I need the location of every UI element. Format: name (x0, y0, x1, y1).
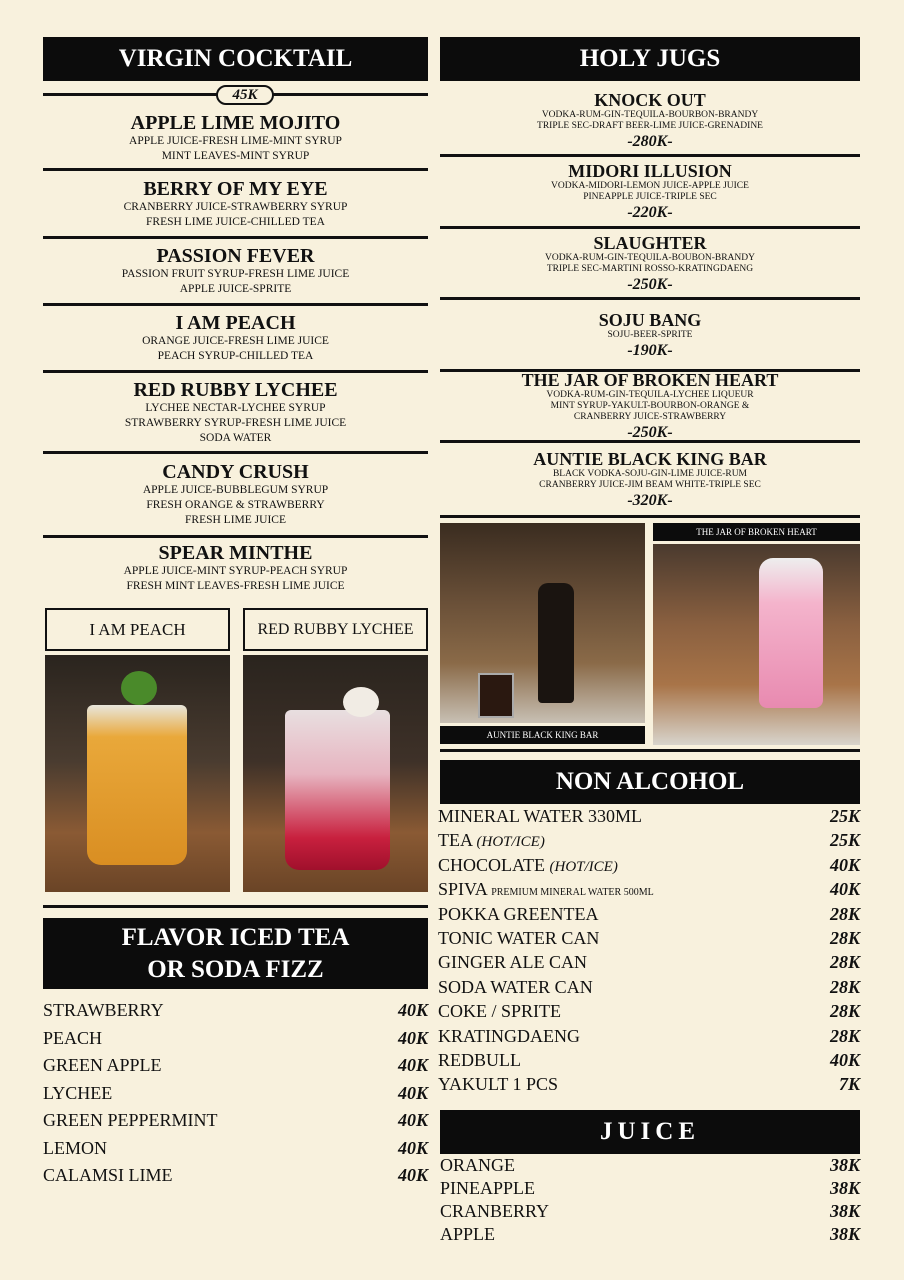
item-price: 40K (397, 1000, 428, 1020)
item-description: TRIPLE SEC-MARTINI ROSSO-KRATINGDAENG (546, 263, 754, 274)
photo-i-am-peach (45, 655, 230, 892)
item-note: PREMIUM MINERAL WATER 500ML (491, 887, 654, 899)
item-label (438, 1026, 580, 1047)
holy-jugs-list (440, 86, 860, 518)
divider (440, 749, 860, 752)
item-name: CHOCOLATE (438, 854, 545, 875)
item-price: 40K (397, 1110, 428, 1130)
item-price: 40K (397, 1137, 428, 1158)
item-description: TRIPLE SEC-DRAFT BEER-LIME JUICE-GRENADINE (537, 120, 763, 131)
item-label (438, 977, 593, 998)
item-price: 38K (829, 1178, 860, 1198)
flavor-item (43, 1028, 428, 1056)
item-price: 40K (397, 1165, 428, 1185)
menu-item (43, 171, 428, 239)
jug-item (440, 157, 860, 229)
item-name: SOJU BANG (598, 309, 702, 330)
item-description: PINEAPPLE JUICE-TRIPLE SEC (583, 192, 717, 202)
flavor-title-line: OR SODA FIZZ (147, 955, 324, 983)
item-label (438, 928, 599, 949)
jug-item (440, 86, 860, 157)
flavor-item (43, 1110, 428, 1138)
item-name: THE JAR OF BROKEN HEART (521, 370, 779, 390)
item-name: GREEN APPLE (43, 1055, 162, 1075)
item-label (438, 1074, 558, 1095)
item-description: FRESH ORANGE & STRAWBERRY (146, 499, 325, 511)
item-name: SODA WATER CAN (438, 976, 593, 997)
menu-item (43, 538, 428, 598)
item-name: TONIC WATER CAN (438, 927, 600, 948)
menu-item (43, 108, 428, 171)
photo-jar-of-broken-heart (653, 544, 860, 745)
item-price: -250K- (627, 424, 673, 441)
item-name: PASSION FEVER (156, 245, 315, 267)
jug-item (440, 372, 860, 443)
item-note: (HOT/ICE) (476, 834, 545, 851)
photo-label: I AM PEACH (45, 608, 230, 651)
item-name: BERRY OF MY EYE (143, 177, 328, 200)
item-price: -250K- (627, 275, 673, 293)
item-description: FRESH LIME JUICE (185, 514, 286, 526)
photo-auntie-black-king-bar (440, 523, 645, 723)
item-description: BLACK VODKA-SOJU-GIN-LIME JUICE-RUM (552, 468, 748, 479)
non-alcohol-item (438, 977, 860, 1001)
item-name: LYCHEE (43, 1082, 113, 1103)
item-description: LYCHEE NECTAR-LYCHEE SYRUP (145, 401, 326, 414)
item-label (438, 806, 642, 827)
item-name: APPLE (440, 1224, 496, 1244)
item-price: 25K (829, 806, 860, 826)
flavor-item (43, 1083, 428, 1111)
juice-item (440, 1201, 860, 1224)
juice-header: JUICE (440, 1110, 860, 1154)
juice-list (440, 1155, 860, 1247)
non-alcohol-list (438, 806, 860, 1099)
item-name: SPEAR MINTHE (158, 542, 313, 564)
non-alcohol-item (438, 928, 860, 952)
item-description: VODKA-RUM-GIN-TEQUILA-BOURBON-BRANDY (541, 109, 759, 120)
item-name: KNOCK OUT (594, 89, 706, 110)
item-name: AUNTIE BLACK KING BAR (533, 448, 767, 469)
item-name: MIDORI ILLUSION (568, 161, 732, 181)
item-price: -220K- (627, 204, 673, 221)
item-name: CANDY CRUSH (162, 461, 309, 483)
item-description: APPLE JUICE-FRESH LIME-MINT SYRUP (129, 135, 342, 147)
item-name: GINGER ALE CAN (438, 952, 587, 973)
non-alcohol-item (438, 879, 860, 903)
item-name: SLAUGHTER (593, 232, 707, 253)
item-name: TEA (438, 830, 472, 851)
item-label (438, 904, 599, 925)
juice-item (440, 1224, 860, 1247)
item-name: LEMON (43, 1137, 107, 1158)
flavor-item (43, 1055, 428, 1083)
item-price: -280K- (627, 132, 673, 150)
item-label (438, 1050, 521, 1071)
item-price: 28K (829, 952, 860, 973)
item-description: SOJU-BEER-SPRITE (607, 329, 693, 340)
item-name: POKKA GREENTEA (438, 903, 599, 924)
item-price: 38K (829, 1201, 860, 1221)
item-name: YAKULT 1 PCS (438, 1074, 559, 1095)
item-price: 40K (829, 879, 860, 900)
item-description: VODKA-RUM-GIN-TEQUILA-BOUBON-BRANDY (544, 252, 756, 263)
item-price: 28K (829, 1001, 860, 1022)
item-description: MINT LEAVES-MINT SYRUP (161, 150, 310, 162)
item-label (438, 855, 618, 876)
price-badge: 45K (216, 85, 274, 105)
virgin-cocktail-list (43, 108, 428, 598)
flavor-item (43, 1000, 428, 1028)
item-price: 25K (829, 830, 860, 851)
item-description: FRESH MINT LEAVES-FRESH LIME JUICE (126, 580, 345, 592)
non-alcohol-item (438, 1050, 860, 1074)
item-description: MINT SYRUP-YAKULT-BOURBON-ORANGE & (550, 401, 750, 411)
item-description: PASSION FRUIT SYRUP-FRESH LIME JUICE (121, 268, 350, 280)
item-price: 40K (829, 1049, 860, 1070)
item-price: 28K (829, 1025, 860, 1046)
virgin-cocktail-header: VIRGIN COCKTAIL (43, 37, 428, 81)
item-price: 7K (838, 1074, 860, 1095)
item-label (438, 830, 545, 851)
divider (43, 905, 428, 908)
non-alcohol-item (438, 830, 860, 854)
menu-item (43, 239, 428, 306)
menu-item (43, 373, 428, 454)
item-description: PEACH SYRUP-CHILLED TEA (157, 350, 314, 362)
photo-label: RED RUBBY LYCHEE (243, 608, 428, 651)
item-price: -190K- (627, 341, 673, 359)
jug-item (440, 300, 860, 372)
item-price: 28K (829, 976, 860, 997)
jug-item (440, 229, 860, 300)
item-name: MINERAL WATER 330ML (438, 806, 642, 826)
item-name: I AM PEACH (175, 312, 296, 334)
item-name: COKE / SPRITE (438, 1001, 562, 1022)
flavor-list (43, 1000, 428, 1193)
item-name: CALAMSI LIME (43, 1165, 173, 1185)
menu-item (43, 306, 428, 373)
item-description: FRESH LIME JUICE-CHILLED TEA (146, 215, 325, 228)
item-price: 38K (829, 1224, 860, 1244)
item-note: (HOT/ICE) (549, 858, 618, 875)
item-description: APPLE JUICE-SPRITE (179, 283, 292, 295)
item-price: 38K (829, 1155, 860, 1175)
item-price: 40K (397, 1055, 428, 1075)
item-name: APPLE LIME MOJITO (130, 112, 341, 134)
photo-caption: THE JAR OF BROKEN HEART (653, 523, 860, 541)
item-description: ORANGE JUICE-FRESH LIME JUICE (142, 335, 329, 347)
item-name: STRAWBERRY (43, 1000, 164, 1020)
non-alcohol-item (438, 1074, 860, 1098)
non-alcohol-item (438, 952, 860, 976)
item-label (438, 952, 587, 973)
item-description: VODKA-MIDORI-LEMON JUICE-APPLE JUICE (551, 181, 749, 191)
item-price: 40K (829, 854, 860, 875)
item-name: REDBULL (438, 1049, 521, 1070)
item-name: GREEN PEPPERMINT (43, 1110, 218, 1130)
item-price: 40K (397, 1027, 428, 1048)
non-alcohol-item (438, 1026, 860, 1050)
juice-item (440, 1155, 860, 1178)
item-description: CRANBERRY JUICE-JIM BEAM WHITE-TRIPLE SEC (539, 479, 761, 490)
flavor-title-line: FLAVOR ICED TEA (121, 923, 350, 951)
item-description: STRAWBERRY SYRUP-FRESH LIME JUICE (124, 416, 347, 429)
item-price: 28K (829, 927, 860, 948)
juice-item (440, 1178, 860, 1201)
item-price: 40K (397, 1082, 428, 1103)
item-description: SODA WATER (199, 431, 272, 444)
item-price: 28K (829, 903, 860, 924)
item-name: ORANGE (440, 1155, 515, 1175)
item-description: CRANBERRY JUICE-STRAWBERRY SYRUP (123, 200, 348, 213)
item-label (438, 879, 654, 900)
holy-jugs-header: HOLY JUGS (440, 37, 860, 81)
item-name: SPIVA (438, 879, 487, 900)
item-label (438, 1001, 561, 1022)
photo-caption: AUNTIE BLACK KING BAR (440, 726, 645, 744)
menu-item (43, 454, 428, 538)
item-description: APPLE JUICE-MINT SYRUP-PEACH SYRUP (123, 565, 348, 577)
jug-item (440, 443, 860, 518)
item-name: RED RUBBY LYCHEE (133, 378, 338, 401)
item-name: KRATINGDAENG (438, 1025, 580, 1046)
item-description: VODKA-RUM-GIN-TEQUILA-LYCHEE LIQUEUR (546, 390, 754, 400)
item-description: APPLE JUICE-BUBBLEGUM SYRUP (142, 484, 329, 496)
item-description: CRANBERRY JUICE-STRAWBERRY (573, 412, 727, 422)
item-name: CRANBERRY (440, 1201, 550, 1221)
flavor-header (43, 918, 428, 989)
flavor-item (43, 1138, 428, 1166)
photo-red-rubby-lychee (243, 655, 428, 892)
non-alcohol-header: NON ALCOHOL (440, 760, 860, 804)
non-alcohol-item (438, 806, 860, 830)
item-name: PEACH (43, 1027, 103, 1048)
item-name: PINEAPPLE (440, 1178, 536, 1198)
flavor-item (43, 1165, 428, 1193)
non-alcohol-item (438, 1001, 860, 1025)
item-price: -320K- (627, 491, 673, 509)
non-alcohol-item (438, 904, 860, 928)
non-alcohol-item (438, 855, 860, 879)
